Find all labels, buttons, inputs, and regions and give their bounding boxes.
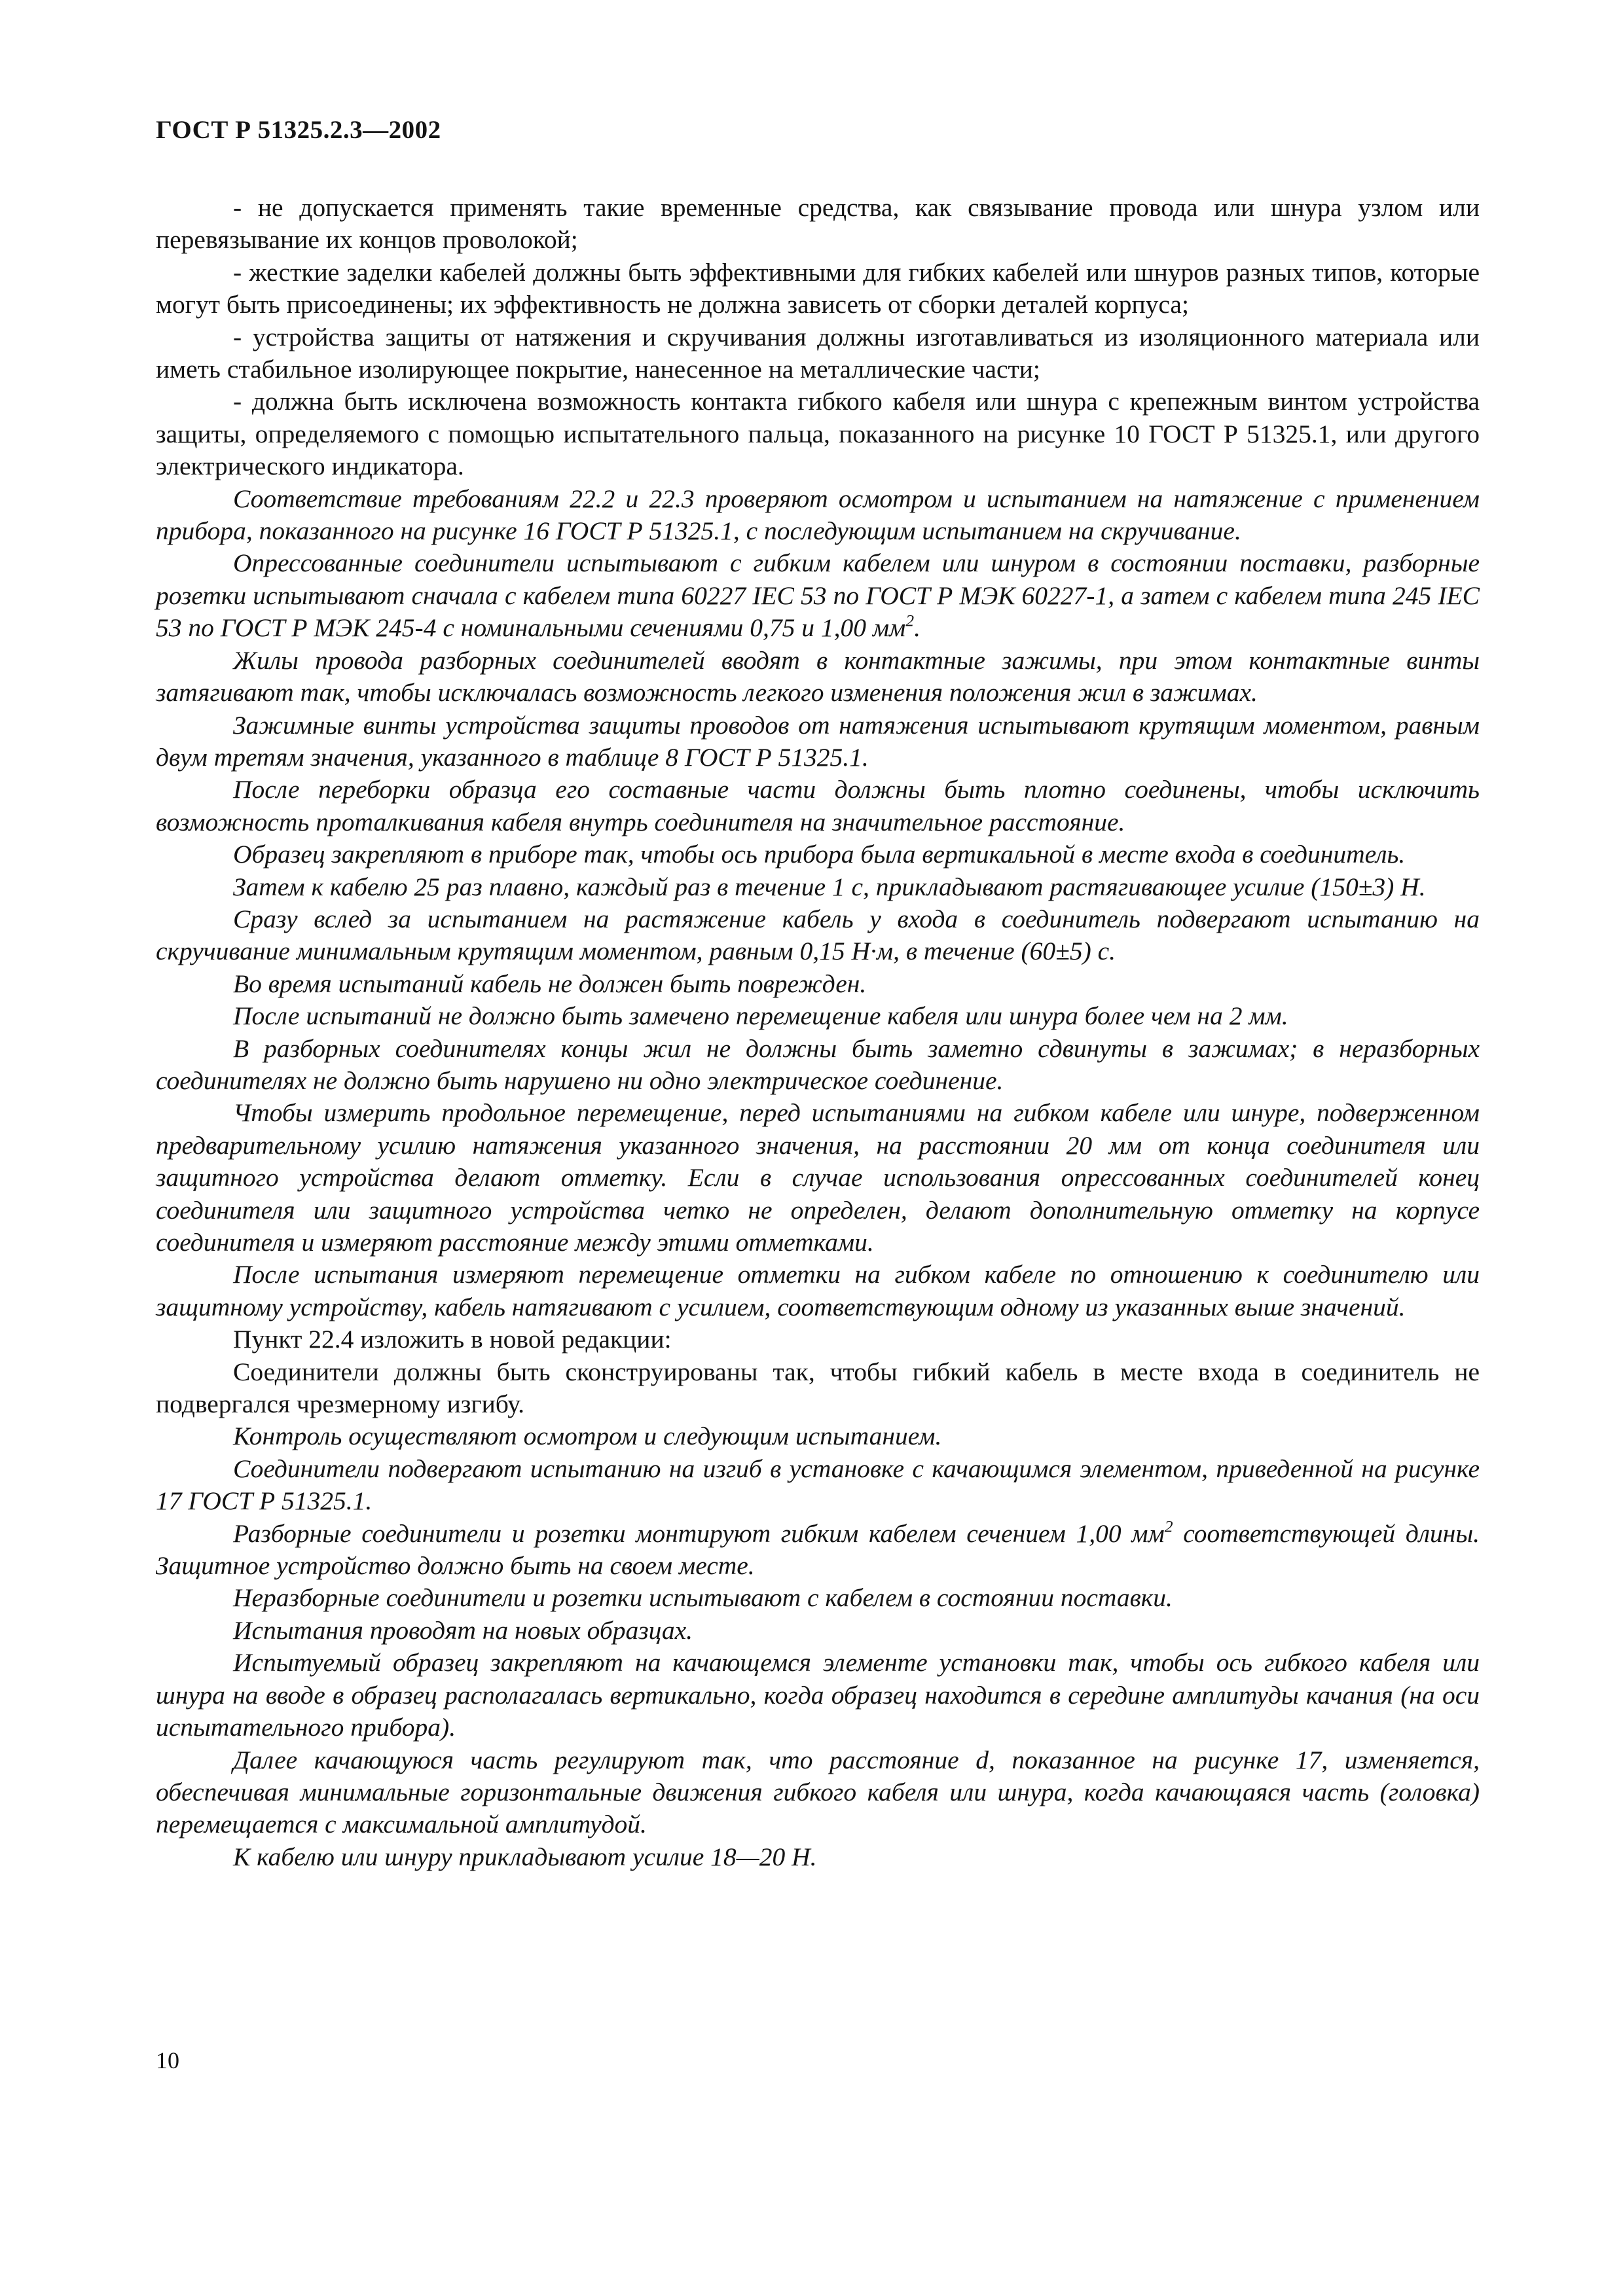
paragraph-text: Испытуемый образец закрепляют на качающемся элементе установки так, чтобы ось гибкого кабеля или шнура на вводе в образец располагалась вертикально, когда образец находится в середине амплитуды качания (на оси испытательного прибора). bbox=[156, 1648, 1480, 1742]
document-header: ГОСТ Р 51325.2.3—2002 bbox=[156, 116, 441, 144]
paragraph-text: Неразборные соединители и розетки испытывают с кабелем в состоянии поставки. bbox=[233, 1583, 1173, 1613]
paragraph-text: - не допускается применять такие временные средства, как связывание провода или шнура узлом или перевязывание их концов проволокой; bbox=[156, 193, 1480, 255]
paragraph bbox=[156, 1420, 1480, 1452]
paragraph bbox=[156, 1582, 1480, 1614]
superscript: 2 bbox=[905, 611, 915, 630]
paragraph bbox=[156, 1323, 1480, 1355]
paragraph bbox=[156, 709, 1480, 774]
paragraph-text: Образец закрепляют в приборе так, чтобы ось прибора была вертикальной в месте входа в соединитель. bbox=[233, 840, 1406, 869]
paragraph bbox=[156, 1615, 1480, 1647]
paragraph-text: Соединители должны быть сконструированы так, чтобы гибкий кабель в месте входа в соединитель не подвергался чрезмерному изгибу. bbox=[156, 1357, 1480, 1419]
paragraph bbox=[156, 192, 1480, 257]
paragraph-text: - устройства защиты от натяжения и скручивания должны изготавливаться из изоляционного материала или иметь стабильное изолирующее покрытие, нанесенное на металлические части; bbox=[156, 322, 1480, 384]
paragraph-text: Разборные соединители и розетки монтируют гибким кабелем сечением 1,00 мм bbox=[233, 1518, 1165, 1548]
paragraph-text: В разборных соединителях концы жил не должны быть заметно сдвинуты в зажимах; в неразборных соединителях не должно быть нарушено ни одно электрическое соединение. bbox=[156, 1033, 1480, 1095]
paragraph bbox=[156, 1356, 1480, 1421]
document-body bbox=[156, 192, 1480, 1873]
paragraph-text: Во время испытаний кабель не должен быть поврежден. bbox=[233, 969, 867, 998]
paragraph-text: - жесткие заделки кабелей должны быть эффективными для гибких кабелей или шнуров разных типов, которые могут быть присоединены; их эффективность не должна зависеть от сборки деталей корпуса; bbox=[156, 257, 1480, 319]
paragraph bbox=[156, 774, 1480, 838]
paragraph bbox=[156, 1259, 1480, 1323]
paragraph-text: Контроль осуществляют осмотром и следующим испытанием. bbox=[233, 1422, 942, 1451]
paragraph-tail: соответствующей длины. Защитное устройство должно быть на своем месте. bbox=[156, 1518, 1480, 1581]
paragraph-text: Жилы провода разборных соединителей вводят в контактные зажимы, при этом контактные винты затягивают так, чтобы исключалась возможность легкого изменения положения жил в зажимах. bbox=[156, 645, 1480, 708]
paragraph bbox=[156, 321, 1480, 386]
paragraph bbox=[156, 386, 1480, 482]
paragraph-text: Испытания проводят на новых образцах. bbox=[233, 1615, 693, 1645]
paragraph bbox=[156, 1841, 1480, 1873]
paragraph bbox=[156, 1518, 1480, 1583]
paragraph-text: Далее качающуюся часть регулируют так, что расстояние d, показанное на рисунке 17, изменяется, обеспечивая минимальные горизонтальные движения гибкого кабеля или шнура, когда качающаяся часть (головка) перемещается с максимальной амплитудой. bbox=[156, 1745, 1480, 1839]
paragraph-text: Соответствие требованиям 22.2 и 22.3 проверяют осмотром и испытанием на натяжение с применением прибора, показанного на рисунке 16 ГОСТ Р 51325.1, с последующим испытанием на скручивание. bbox=[156, 484, 1480, 546]
paragraph bbox=[156, 1744, 1480, 1841]
paragraph bbox=[156, 1453, 1480, 1518]
paragraph bbox=[156, 257, 1480, 321]
paragraph-text: Зажимные винты устройства защиты проводов от натяжения испытывают крутящим моментом, равным двум третям значения, указанного в таблице 8 ГОСТ Р 51325.1. bbox=[156, 710, 1480, 772]
paragraph bbox=[156, 903, 1480, 968]
paragraph bbox=[156, 547, 1480, 644]
paragraph bbox=[156, 968, 1480, 1000]
paragraph bbox=[156, 1000, 1480, 1032]
paragraph-tail: . bbox=[914, 613, 921, 643]
page-number: 10 bbox=[156, 2047, 179, 2073]
paragraph-text: - должна быть исключена возможность контакта гибкого кабеля или шнура с крепежным винтом устройства защиты, определяемого с помощью испытательного пальца, показанного на рисунке 10 ГОСТ Р 51325.1, или другого электрического индикатора. bbox=[156, 387, 1480, 481]
superscript: 2 bbox=[1164, 1516, 1173, 1536]
paragraph-text: К кабелю или шнуру прикладывают усилие 18—20 Н. bbox=[233, 1842, 817, 1871]
paragraph-text: После испытания измеряют перемещение отметки на гибком кабеле по отношению к соединителю или защитному устройству, кабель натягивают с усилием, соответствующим одному из указанных выше значений. bbox=[156, 1260, 1480, 1321]
paragraph bbox=[156, 1097, 1480, 1259]
paragraph-text: После испытаний не должно быть замечено перемещение кабеля или шнура более чем на 2 мм. bbox=[233, 1001, 1288, 1031]
paragraph bbox=[156, 1647, 1480, 1744]
paragraph-text: Соединители подвергают испытанию на изгиб в установке с качающимся элементом, приведенной на рисунке 17 ГОСТ Р 51325.1. bbox=[156, 1454, 1480, 1516]
paragraph bbox=[156, 838, 1480, 870]
paragraph-text: Опрессованные соединители испытывают с гибким кабелем или шнуром в состоянии поставки, разборные розетки испытывают сначала с кабелем типа 60227 IEC 53 по ГОСТ Р МЭК 60227-1, а затем с кабелем типа 245 IEC 53 по ГОСТ Р МЭК 245-4 с номинальными сечениями 0,75 и 1,00 мм bbox=[156, 548, 1480, 643]
paragraph-text: После переборки образца его составные части должны быть плотно соединены, чтобы исключить возможность проталкивания кабеля внутрь соединителя на значительное расстояние. bbox=[156, 775, 1480, 836]
paragraph bbox=[156, 1033, 1480, 1098]
paragraph bbox=[156, 871, 1480, 903]
paragraph bbox=[156, 483, 1480, 548]
paragraph-text: Чтобы измерить продольное перемещение, перед испытаниями на гибком кабеле или шнуре, подверженном предварительному усилию натяжения указанного значения, на расстоянии 20 мм от конца соединителя или защитного устройства делают отметку. Если в случае использования опрессованных соединителей конец соединителя или защитного устройства четко не определен, делают дополнительную отметку на корпусе соединителя и измеряют расстояние между этими отметками. bbox=[156, 1098, 1480, 1257]
paragraph-text: Пункт 22.4 изложить в новой редакции: bbox=[233, 1325, 672, 1354]
paragraph bbox=[156, 645, 1480, 709]
paragraph-text: Сразу вслед за испытанием на растяжение кабель у входа в соединитель подвергают испытанию на скручивание минимальным крутящим моментом, равным 0,15 Н·м, в течение (60±5) с. bbox=[156, 904, 1480, 966]
paragraph-text: Затем к кабелю 25 раз плавно, каждый раз в течение 1 с, прикладывают растягивающее усилие (150±3) Н. bbox=[233, 872, 1426, 901]
